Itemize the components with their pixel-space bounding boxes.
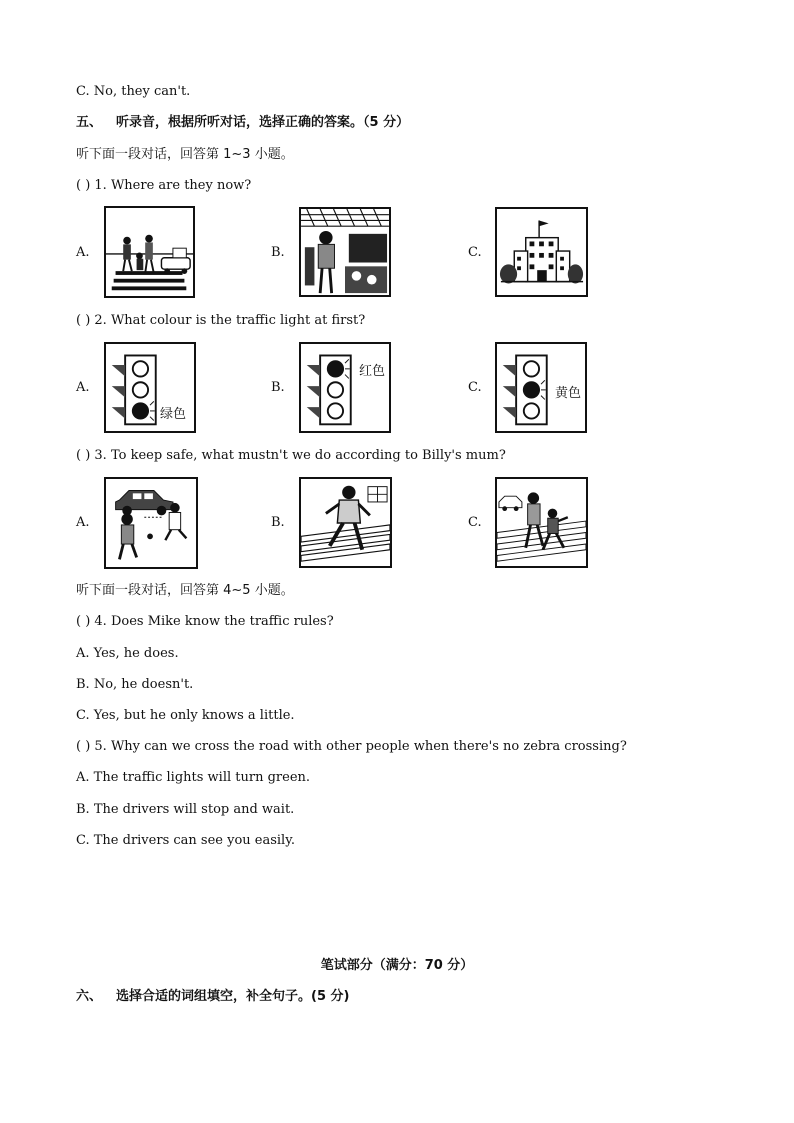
section6-title: 选择合适的词组填空，补全句子。(5 分): [116, 989, 350, 1004]
q3-picture-playing-near-car[interactable]: [104, 477, 198, 569]
q2-label-b: B.: [271, 380, 285, 395]
section5-number: 五、: [76, 115, 103, 130]
written-section-title: 笔试部分（满分：70 分）: [320, 958, 474, 973]
q4-option-c: C. Yes, but he only knows a little.: [76, 708, 295, 723]
q2-label-c: C.: [468, 380, 482, 395]
section5-intro-2: 听下面一段对话，回答第 4~5 小题。: [76, 583, 294, 598]
q1-label-a: A.: [76, 245, 90, 260]
section6-number: 六、: [76, 989, 103, 1004]
q2-label-a: A.: [76, 380, 90, 395]
q3-label-a: A.: [76, 515, 90, 530]
q2-picture-yellow-light[interactable]: [495, 342, 587, 433]
question-3: ( ) 3. To keep safe, what mustn't we do according to Billy's mum?: [76, 448, 506, 463]
q2-caption-yellow: 黄色: [555, 386, 582, 401]
q2-caption-red: 红色: [359, 364, 386, 379]
q2-picture-green-light[interactable]: [104, 342, 196, 433]
question-2: ( ) 2. What colour is the traffic light at first?: [76, 313, 366, 328]
q4-option-a: A. Yes, he does.: [76, 646, 179, 661]
section5-title: 听录音，根据所听对话，选择正确的答案。（5 分）: [116, 115, 410, 130]
q3-label-b: B.: [271, 515, 285, 530]
q5-option-c: C. The drivers can see you easily.: [76, 833, 295, 848]
q2-picture-red-light[interactable]: [299, 342, 391, 433]
q3-picture-running-across-road[interactable]: [299, 477, 392, 568]
question-1: ( ) 1. Where are they now?: [76, 178, 252, 193]
q3-picture-crossing-together[interactable]: [495, 477, 588, 568]
question-4: ( ) 4. Does Mike know the traffic rules?: [76, 614, 334, 629]
q1-picture-school-building[interactable]: [495, 207, 588, 297]
q2-caption-green: 绿色: [160, 407, 187, 422]
q1-label-b: B.: [271, 245, 285, 260]
q1-picture-zebra-crossing[interactable]: [104, 206, 195, 298]
q5-option-b: B. The drivers will stop and wait.: [76, 802, 295, 817]
section5-intro-1: 听下面一段对话，回答第 1~3 小题。: [76, 147, 294, 162]
q3-label-c: C.: [468, 515, 482, 530]
previous-answer-c: C. No, they can't.: [76, 84, 191, 99]
q1-picture-shopping-street[interactable]: [299, 207, 391, 297]
q4-option-b: B. No, he doesn't.: [76, 677, 194, 692]
question-5: ( ) 5. Why can we cross the road with other people when there's no zebra crossing?: [76, 739, 627, 754]
q1-label-c: C.: [468, 245, 482, 260]
q5-option-a: A. The traffic lights will turn green.: [76, 770, 311, 785]
